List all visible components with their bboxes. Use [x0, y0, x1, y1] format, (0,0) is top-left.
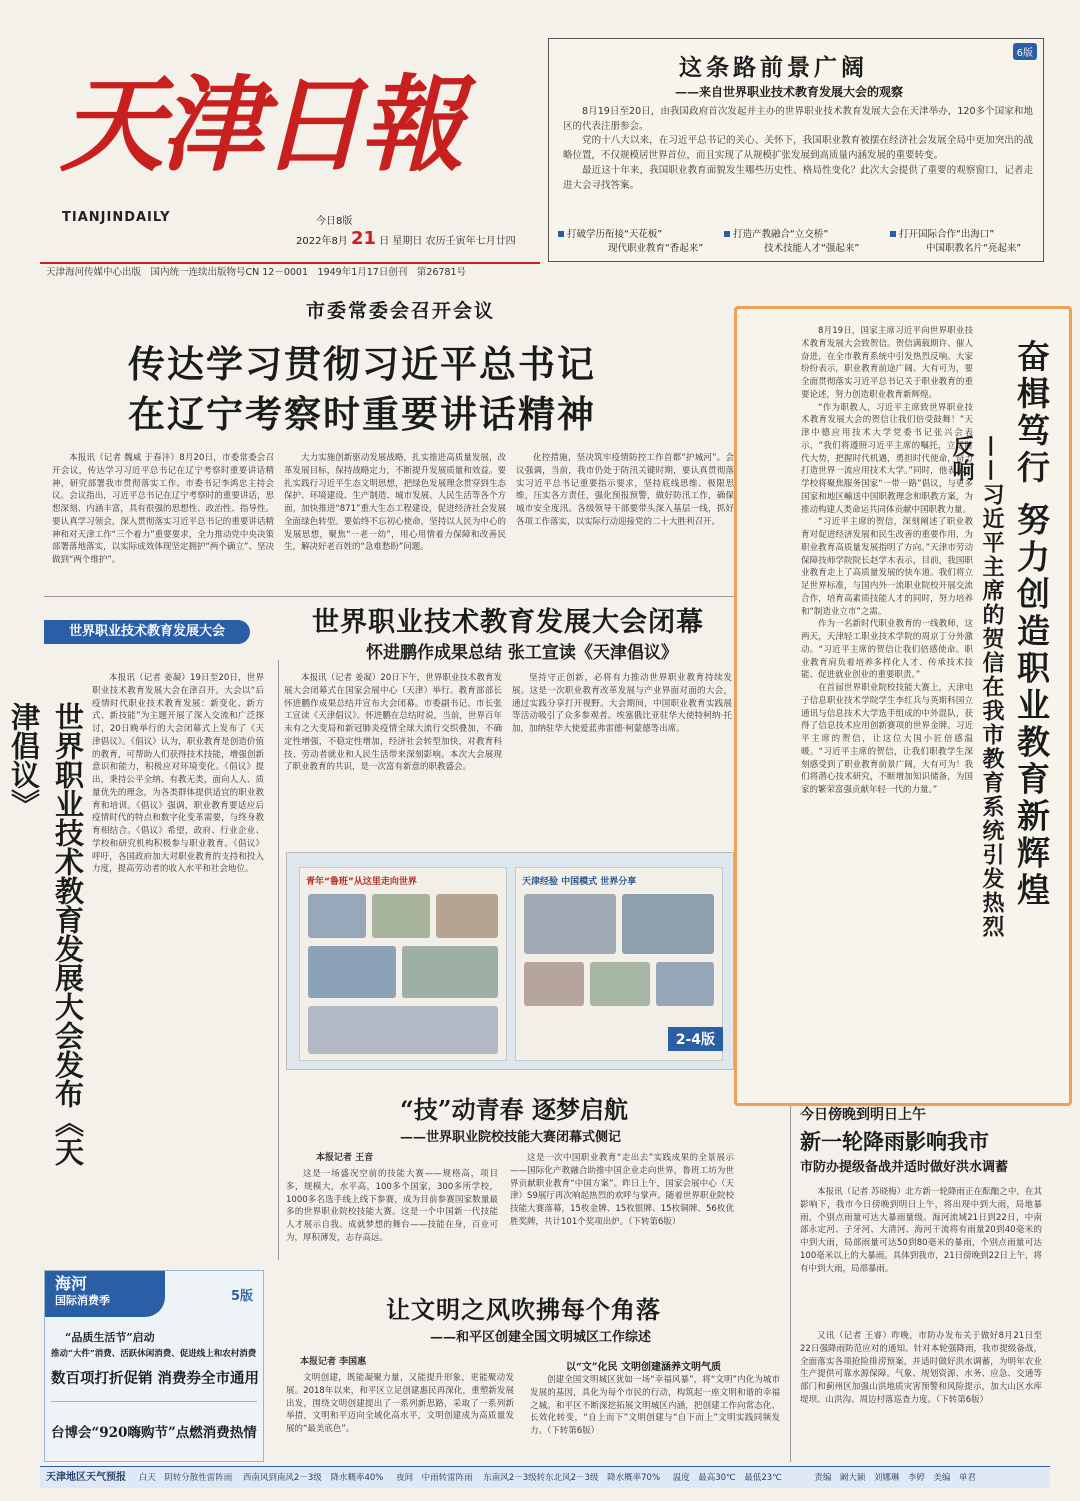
featured-p3: “习近平主席的贺信，深刻阐述了职业教育对促进经济发展和民生改善的重要作用，为职业教育高质量发展指明了方向。”天津市劳动保障技师学院院长赵学木表示，目前，我国职业教育走上了高质量发展的快车道。我们将立足世界标准，与国内外一流职业院校开展交流合作，培育高素质技能人才的同时，努力培养和“制造业立市”之需。: [801, 517, 973, 617]
civility-col2-title: 以“文”化民 文明创建涵养文明气质: [566, 1362, 721, 1373]
top-feature-headline: 这条路前景广阔: [679, 54, 868, 81]
masthead-title: 天津日報: [60, 63, 461, 186]
photo-title-left: 青年“鲁班”从这里走向世界: [306, 877, 417, 887]
photo-thumb: [524, 962, 584, 1006]
weather-night-wind: 东南风2－3级转东北风2－3级: [483, 1473, 599, 1483]
section-label[interactable]: 世界职业技术教育发展大会: [44, 620, 250, 644]
skills-byline: 本报记者 王音: [316, 1153, 374, 1163]
featured-headline-main: 奋楫笃行 努力创造职业教育新辉煌: [1012, 339, 1051, 910]
rain-kicker: 今日傍晚到明日上午: [800, 1107, 926, 1123]
civility-headline: 让文明之风吹拂每个角落: [386, 1295, 661, 1324]
photo-thumb: [402, 946, 498, 998]
masthead-en: TIANJINDAILY: [62, 210, 171, 225]
page-badge[interactable]: 6版: [1013, 43, 1037, 60]
photo-thumb: [308, 946, 396, 998]
photo-thumb: [622, 894, 714, 954]
skills-headline: “技”动青春 逐梦启航: [400, 1095, 628, 1124]
featured-p2: “作为职教人，习近平主席致世界职业技术教育发展大会的贺信让我们倍受鼓舞！”天津中德应用技术大学党委书记张兴会表示，“我们将遵照习近平主席的嘱托，立足时代大势，把握时代机遇，勇担时代使命，奋力打造世界一流应用技术大学。”同时，他表示，学校将聚焦服务国家“一带一路”倡议，与更多国家和地区輸送中国职教理念和职教方案，为推动构建人类命运共同体贡献中国职教力量。: [801, 402, 973, 515]
conference-headline: 世界职业技术教育发展大会闭幕: [312, 607, 704, 638]
haihe-line2: 推动“大件”消费、活跃休闲消费、促进线上和农村消费: [51, 1349, 257, 1359]
weather-temp-low: 最低23℃: [744, 1473, 782, 1483]
photo-thumb: [308, 894, 366, 938]
link-square-icon: [890, 231, 896, 237]
photo-thumb: [656, 962, 714, 1006]
masthead-pages: 今日8版: [316, 216, 353, 227]
civility-col-2: 创建全国文明城区犹如一场“幸福风暴”，将“文明”内化为城市发展的基因，具化为每个市民的行动，构筑起一座文明和谐的幸福之城。和平区不断深挖拓展文明城区内涵，把创建工作向常态化、长效化转变，“自上而下”文明创建与“自下而上”文明实践同频发力。（下转第6版）: [530, 1375, 780, 1436]
photo-panel-left: [299, 867, 507, 1061]
rain-headline: 新一轮降雨影响我市: [800, 1129, 989, 1154]
link-square-icon: [558, 231, 564, 237]
haihe-logo-main: 海河: [55, 1274, 88, 1293]
conference-col-right: 坚持守正创新，必将有力推动世界职业教育持续发展。这是一次职业教育改革发展与产业界面对面的大会，通过实践分享打开视野。大会期间，中国职业教育实践展等活动吸引了众多参观者。埃塞俄比亚驻华大使特柯纳·托加，加纳驻华大使爱蓝弗雷德·柯蒙德等出席。: [512, 673, 732, 734]
link-item[interactable]: 打破学历衔接“天花板” 现代职业教育“香起来”: [558, 228, 718, 256]
skills-col-2: 这是一次中国职业教育“走出去”实践成果的全景展示——国际化产教融合助推中国企业走向世界，鲁班工坊为世界贡献职业教育“中国方案”。昨日上午，国家会展中心（天津）S9展厅再次响起热烈的欢呼与掌声。随着世界职业院校技能大赛落幕，15枚金牌、15枚银牌、15枚铜牌、56枚优胜奖牌，共计101个奖项出炉。（下转第6版）: [510, 1153, 734, 1227]
rain-subhead: 市防办提级备战并适时做好洪水调蓄: [800, 1160, 1009, 1175]
side-headline: 世界职业技术教育发展大会发布《天津倡议》: [7, 702, 85, 1166]
top-feature-p2: 党的十八大以来，在习近平总书记的关心、关怀下，我国职业教育被摆在经济社会发展全局中更加突出的战略位置，不仅规模居世界首位，而且实现了从规模扩张发展到高质量内涵发展的重要转变。: [563, 135, 1033, 162]
photo-page-label[interactable]: 2-4版: [668, 1027, 723, 1051]
haihe-logo: [45, 1271, 165, 1317]
featured-p1: 8月19日，国家主席习近平向世界职业技术教育发展大会致贺信。贺信满载期许、催人奋进，在全市教育系统中引发热烈反响。大家纷纷表示，职业教育前途广阔、大有可为，要全面贯彻落实习近平总书记关于职业教育的重要论述，努力创造职业教育新辉煌。: [801, 326, 973, 400]
weather-label: 天津地区天气预报: [46, 1472, 126, 1483]
link-item[interactable]: 打开国际合作“出海口” 中国职教名片“亮起来”: [890, 228, 1042, 256]
date-day: 21: [351, 228, 377, 249]
photo-thumb: [308, 1006, 498, 1054]
lead-headline-2: 在辽宁考察时重要讲话精神: [128, 392, 596, 436]
lead-col-3: 化控措施，坚决筑牢疫情防控工作首都“护城河”。会议强调，当前，我市仍处于防汛关键时期，要认真贯彻落实习近平总书记重要指示要求，坚持底线思维、极限思维，压实各方责任，强化预报预警，做好防汛工作，确保城市安全度汛。各级领导干部要带头深入基层一线，抓好各项工作落实，以实际行动迎接党的二十大胜利召开。: [516, 453, 734, 527]
weather-temp-high: 温度 最高30℃: [672, 1473, 736, 1483]
publisher-line: 天津海河传媒中心出版 国内统一连续出版物号CN 12－0001 1949年1月17日创刊 第26781号: [46, 267, 467, 278]
link-item[interactable]: 打造产教融合“立交桥” 技术技能人才“强起来”: [724, 228, 884, 256]
photo-title-right: 天津经验 中国模式 世界分享: [522, 877, 637, 887]
conference-col-left: 本报讯（记者 姜凝）19日至20日，世界职业技术教育发展大会在津召开。大会以“后疫情时代职业技术教育发展：新变化、新方式、新技能”为主题开展了深入交流和广泛探讨，20日晚举行的大会闭幕式上发布了《天津倡议》。《倡议》认为，职业教育是创造价值的教育，可帮助人们获得技术技能，增强创新意识和能力，积极应对环境变化。《倡议》提出，秉持公平全纳、有教无类，面向人人、质量优先的理念，为各类群体提供适宜的职业教育和培训。《倡议》强调，职业教育要适应后疫情时代的特点和数字化变革需要，与终身教育相结合。《倡议》希望，政府、行业企业、学校和研究机构积极参与职业教育。《倡议》呼吁，各国政府加大对职业教育的支持和投入力度，提高劳动者的收入水平和社会地位。: [92, 673, 264, 875]
conference-col-mid: 本报讯（记者 姜凝）20日下午，世界职业技术教育发展大会闭幕式在国家会展中心（天津）举行。教育部部长怀进鹏作成果总结并宣布大会闭幕。市委副书记、市长张工宣读《天津倡议》。怀进鹏在总结时说，当前，世界百年未有之大变局和新冠肺炎疫情全球大流行交织叠加，不确定性增强，不稳定性增加，经济社会转型加快，对教育科技、劳动者就业和人民生活带来深刻影响。本次大会展现了职业教育的共识，是一次富有新意的职教盛会。: [284, 673, 502, 773]
weather-night: 夜间 中雨转雷阵雨: [396, 1473, 473, 1483]
weather-day-wind: 西南风到南风2－3级: [242, 1473, 322, 1483]
masthead-date-line: [296, 228, 516, 249]
top-feature-subhead: ——来自世界职业技术教育发展大会的观察: [675, 85, 904, 99]
editors: 责编 阚大颖 刘娜琳 李婷 美编 单君: [814, 1473, 976, 1483]
featured-headline-sub: ——习近平主席的贺信在我市教育系统引发热烈反响: [949, 435, 1005, 939]
weather-bar: [40, 1466, 1050, 1488]
lunar-date: 农历壬寅年七月廿四: [425, 236, 516, 247]
link-square-icon: [724, 231, 730, 237]
haihe-line3: 数百项打折促销 消费券全市通用: [51, 1370, 260, 1387]
civility-subhead: ——和平区创建全国文明城区工作综述: [430, 1330, 652, 1345]
skills-subhead: ——世界职业院校技能大赛闭幕式侧记: [400, 1130, 622, 1145]
conference-subhead: 怀进鹏作成果总结 张工宣读《天津倡议》: [366, 643, 678, 663]
photo-thumb: [436, 894, 498, 938]
civility-col-1: 文明创建，既能凝聚力量，又能提升形象，更能聚动发展。2018年以来，和平区立足创建惠民再深化，重塑新发展出发，围绕文明创建提出了一系列新思路，采取了一系列新举措，文明和平迈向全域化高水平，文明创建成为高质量发展的“最美底色”。: [286, 1373, 514, 1434]
rain-col-1: 本报讯（记者 苏晓梅）北方新一轮降雨正在酝酿之中，在其影响下，我市今日傍晚到明日上午，将出现中到大雨，局地暴雨，个别点雨量可达大暴雨量级。海河流域21日到22日，中南部永定河、子牙河、大清河、海河干流将有雨量20到40毫米的中到大雨，局部雨量可达50到80毫米的暴雨，个别点雨量可达100毫米以上的大暴雨。具体到我市，21日傍晚到22日上午，将有中到大雨，局部暴雨。: [800, 1187, 1042, 1274]
haihe-logo-sub: 国际消费季: [55, 1294, 110, 1307]
weather-day-rain: 降水概率40%: [330, 1473, 384, 1483]
date: 2022年8月: [296, 236, 348, 247]
conference-photo-collage: [286, 852, 734, 1070]
featured-p5: 在首届世界职业院校技能大赛上，天津电子信息职业技术学院学生李红兵与英斯科国立通讯与信息技术大学选手组成的中外混队，获得了信息技术应用创新赛项的世界金牌。习近平主席的贺信，让这位大国小匠倍感温暖。“习近平主席的贺信，让我们职教学生深刻感受到了职业教育前景广阔，大有可为！我们将潜心技术研究，不断增加知识储备，为国家的繁荣富强贡献年轻一代的力量。”: [801, 683, 973, 795]
photo-thumb: [524, 894, 616, 954]
rain-col-2: 又讯（记者 王睿）昨晚，市防办发布关于做好8月21日至22日强降雨防范应对的通知。针对本轮强降雨，我市提级备战，全面落实各项抢险排涝预案，并适时做好洪水调蓄，为明年农业生产提供可靠水源保障。气象、规划资源、水务、应急、交通等部门和蓟州区加强山洪地质灾害预警和风险提示，加大山区水库堤坝、山洪沟、周边村落巡查力度。（下转第6版）: [800, 1331, 1042, 1405]
top-feature-p3: 最近这十年来，我国职业教育面貌发生哪些历史性、格局性变化？此次大会提供了重要的观察窗口，记者走进大会寻找答案。: [563, 164, 1033, 191]
civility-byline: 本报记者 李国惠: [300, 1357, 367, 1367]
weather-daytime: 白天 阴转分散性雷阵雨: [138, 1473, 233, 1483]
featured-p4: 作为一名新时代职业教育的一线教师，这两天，天津轻工职业技术学院的周京丁分外激动。“习近平主席的贺信让我们倍感使命。职业教育肩负着培养多样化人才、传承技术技能、促进就业创业的重要职责。”: [801, 619, 973, 681]
featured-box: [734, 306, 1072, 1106]
lead-col-2: 大力实施创新驱动发展战略，扎实推进高质量发展，改革发展目标，保持战略定力，不断提升发展质量和效益。要扎实践行习近平生态文明思想，把绿色发展理念贯穿到生态保护、环境建设、生产制造、城市发展、人民生活等各个方面，加快推进“871”重大生态工程建设，促进经济社会发展全面绿色转型。要始终不忘初心使命，坚持以人民为中心的发展思想，聚焦“一老一幼”，用心用情着力保障和改善民生，解决好老百姓的“急难愁盼”问题。: [284, 453, 506, 553]
lead-col-1: 本报讯（记者 魏威 于春沣）8月20日，市委常委会召开会议，传达学习习近平总书记在辽宁考察时重要讲话精神，研究部署我市贯彻落实工作。市委书记李鸿忠主持会议。会议指出，习近平总书记在辽宁考察时的重要讲话，思想深刻、内涵丰富，具有很强的思想性、政治性、指导性。要认真学习领会，深入贯彻落实习近平总书记的重要讲话精神和对天津工作“三个着力”重要要求，全力推动党中央决策部署落地落实，以实际成效体现坚定拥护“两个确立”、坚决做到“两个维护”。: [52, 453, 274, 565]
haihe-ad[interactable]: [44, 1270, 264, 1462]
haihe-line1: “品质生活节”启动: [65, 1331, 155, 1344]
weekday: 日 星期日: [379, 236, 423, 247]
lead-kicker: 市委常委会召开会议: [306, 300, 496, 322]
photo-thumb: [590, 962, 650, 1006]
lead-headline-1: 传达学习贯彻习近平总书记: [128, 342, 596, 386]
haihe-line4: 台博会“920嗨购节”点燃消费热情: [51, 1425, 257, 1441]
photo-thumb: [372, 894, 430, 938]
haihe-page: 5版: [230, 1289, 253, 1304]
top-feature-p1: 8月19日至20日，由我国政府首次发起并主办的世界职业技术教育发展大会在天津举办，120多个国家和地区的代表注册参会。: [563, 106, 1033, 132]
skills-col-1: 这是一场盛况空前的技能大赛——规格高，项目多，规模大，水平高，100多个国家，300多所学校，1000多名选手线上线下参赛，成为目前参赛国家数量最多的世界职业院校技能大赛。这是一个中国新一代技能人才展示自我、成就梦想的舞台——技能在身，百业可为，厚积薄发，志存高远。: [286, 1169, 498, 1243]
top-feature-links: [548, 226, 1044, 262]
weather-night-rain: 降水概率70%: [607, 1473, 661, 1483]
